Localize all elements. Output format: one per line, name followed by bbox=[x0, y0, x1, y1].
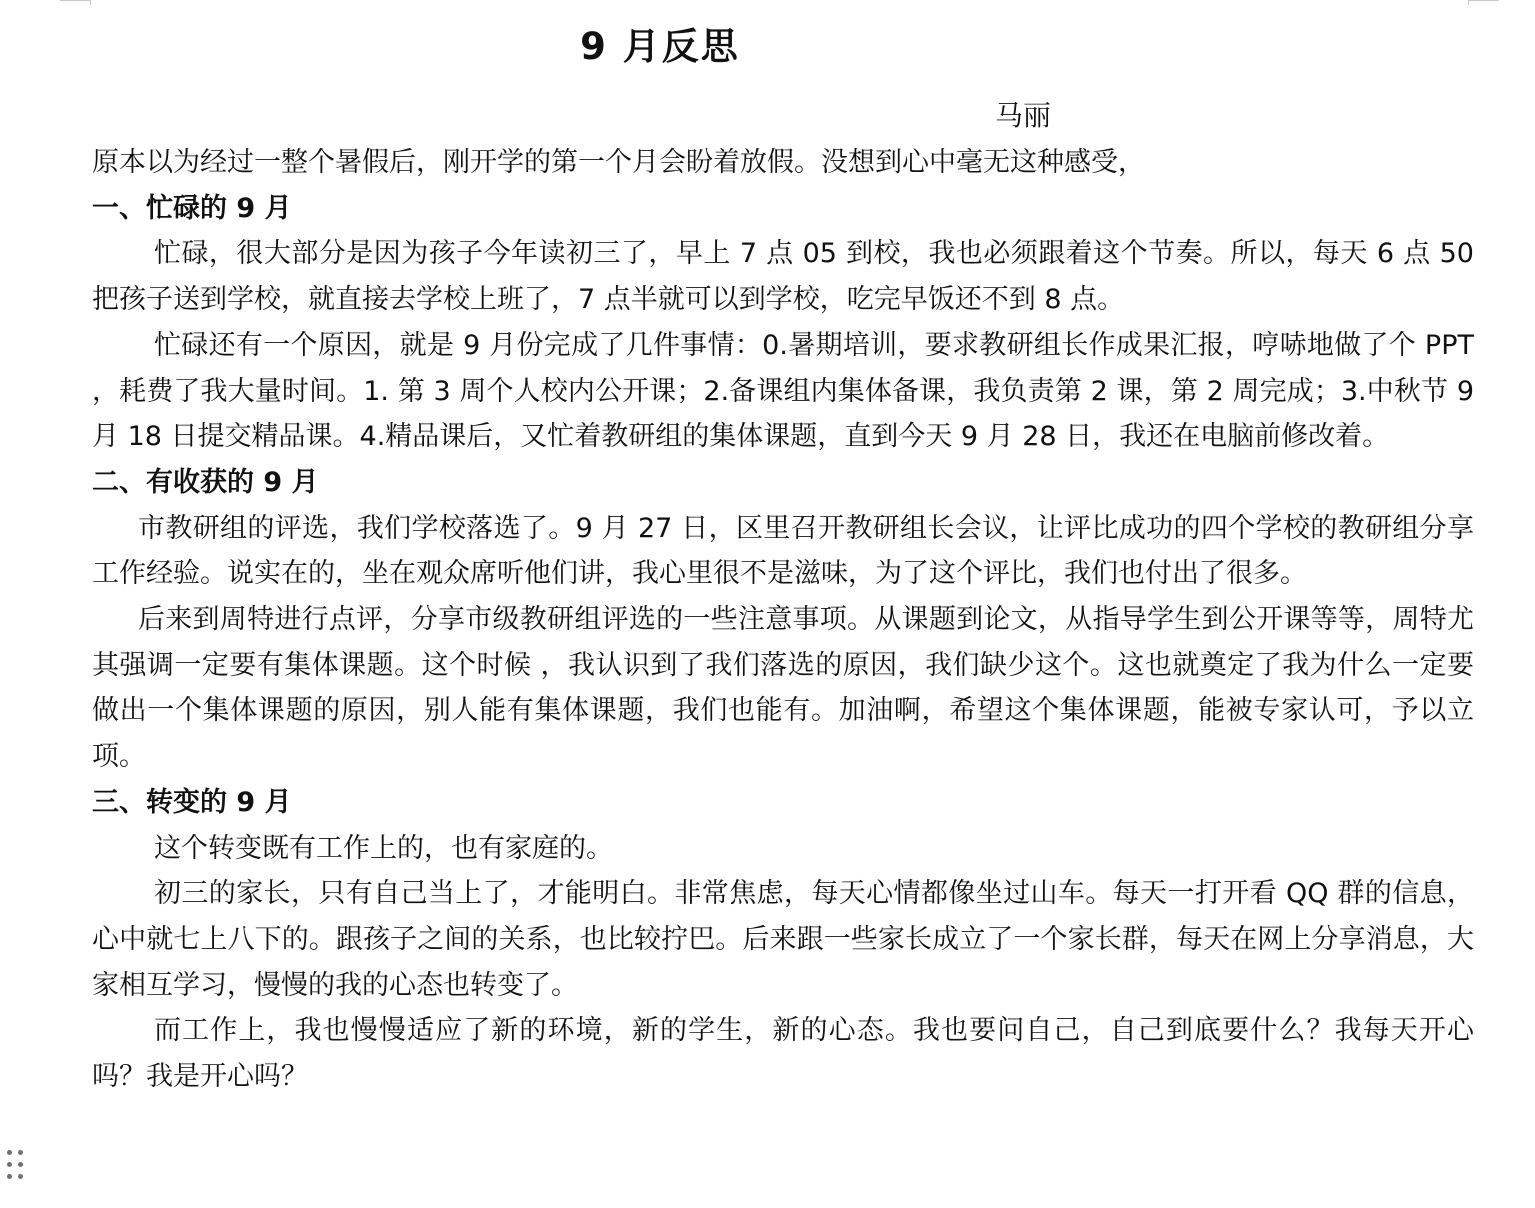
drag-dot bbox=[7, 1150, 12, 1155]
page-corner-mark-right bbox=[1468, 0, 1499, 5]
drag-dot bbox=[18, 1162, 23, 1167]
section-heading-1: 一、忙碌的 9 月 bbox=[92, 192, 292, 224]
document-title: 9 月反思 bbox=[580, 25, 740, 68]
body-paragraph: 这个转变既有工作上的，也有家庭的。 bbox=[154, 832, 613, 864]
drag-dot bbox=[18, 1150, 23, 1155]
body-paragraph: 初三的家长，只有自己当上了，才能明白。非常焦虑，每天心情都像坐过山车。每天一打开看 QQ 群的信息，心中就七上八下的。跟孩子之间的关系，也比较拧巴。后来跟一些家长成立了一个家长群，每天在网上分享消息，大家相互学习，慢慢的我的心态也转变了。 bbox=[92, 878, 1474, 1001]
body-paragraph: 市教研组的评选，我们学校落选了。9 月 27 日，区里召开教研组长会议，让评比成功的四个学校的教研组分享工作经验。说实在的，坐在观众席听他们讲，我心里很不是滋味，为了这个评比，我们也付出了很多。 bbox=[92, 512, 1474, 590]
drag-dot bbox=[7, 1174, 12, 1179]
body-paragraph: 而工作上，我也慢慢适应了新的环境，新的学生，新的心态。我也要问自己，自己到底要什么？我每天开心吗？我是开心吗？ bbox=[92, 1015, 1474, 1093]
document-author: 马丽 bbox=[995, 99, 1052, 132]
section-heading-2: 二、有收获的 9 月 bbox=[92, 466, 319, 498]
body-paragraph: 后来到周特进行点评，分享市级教研组评选的一些注意事项。从课题到论文，从指导学生到公开课等等，周特尤其强调一定要有集体课题。这个时候 ，我认识到了我们落选的原因，我们缺少这个。这也就奠定了我为什么一定要做出一个集体课题的原因，别人能有集体课题，我们也能有。加油啊，希望这个集体课题，能被专家认可，予以立项。 bbox=[92, 604, 1474, 773]
drag-handle-icon[interactable] bbox=[7, 1150, 25, 1184]
intro-paragraph: 原本以为经过一整个暑假后，刚开学的第一个月会盼着放假。没想到心中毫无这种感受， bbox=[92, 147, 1145, 178]
section-heading-3: 三、转变的 9 月 bbox=[92, 786, 292, 818]
body-paragraph: 忙碌，很大部分是因为孩子今年读初三了，早上 7 点 05 到校，我也必须跟着这个节奏。所以，每天 6 点 50 把孩子送到学校，就直接去学校上班了，7 点半就可以到学校，吃完早饭还不到 8 点。 bbox=[92, 238, 1474, 316]
document-body[interactable] bbox=[92, 140, 1474, 1100]
drag-dot bbox=[18, 1174, 23, 1179]
body-paragraph: 忙碌还有一个原因，就是 9 月份完成了几件事情：0.暑期培训，要求教研组长作成果汇报，哼哧地做了个 PPT ，耗费了我大量时间。1. 第 3 周个人校内公开课；2.备课组内集体备课，我负责第 2 课，第 2 周完成；3.中秋节 9 月 18 日提交精品课。4.精品课后，又忙着教研组的集体课题，直到今天 9 月 28 日，我还在电脑前修改着。 bbox=[92, 329, 1474, 453]
page-corner-mark-left bbox=[60, 0, 91, 5]
drag-dot bbox=[7, 1162, 12, 1167]
